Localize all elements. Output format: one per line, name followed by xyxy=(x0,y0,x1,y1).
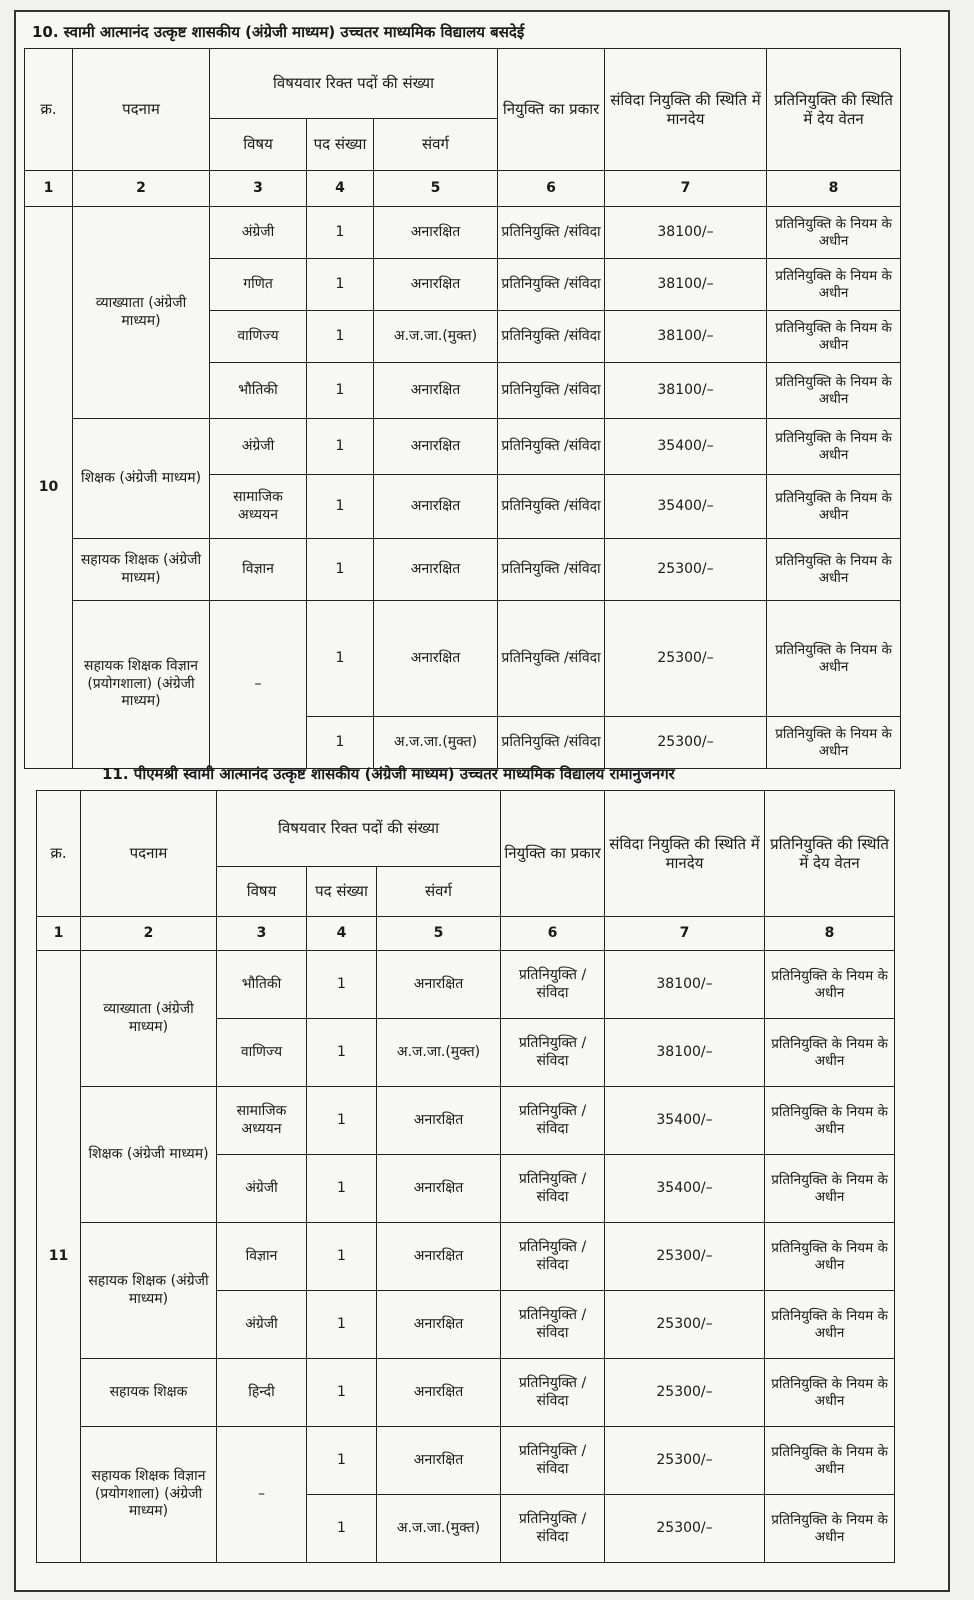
pay-cell: 25300/– xyxy=(605,1495,765,1563)
cadre-cell: अनारक्षित xyxy=(377,1155,501,1223)
subject-cell: – xyxy=(217,1427,307,1563)
post-name: शिक्षक (अंग्रेजी माध्यम) xyxy=(73,419,210,539)
header-vishay: विषय xyxy=(210,119,307,171)
pay-cell: 35400/– xyxy=(605,1087,765,1155)
section-11-table xyxy=(36,790,895,1563)
table-row xyxy=(25,419,901,475)
post-name: सहायक शिक्षक विज्ञान (प्रयोगशाला) (अंग्रेजी माध्यम) xyxy=(81,1427,217,1563)
type-cell: प्रतिनियुक्ति /संविदा xyxy=(501,1291,605,1359)
type-cell: प्रतिनियुक्ति /संविदा xyxy=(498,259,605,311)
header-samvarg: संवर्ग xyxy=(377,867,501,917)
header-vishay-group: विषयवार रिक्त पदों की संख्या xyxy=(217,791,501,867)
cadre-cell: अ.ज.जा.(मुक्त) xyxy=(377,1495,501,1563)
count-cell: 1 xyxy=(307,1291,377,1359)
count-cell: 1 xyxy=(307,1427,377,1495)
count-cell: 1 xyxy=(307,601,374,717)
header-kra: क्र. xyxy=(37,791,81,917)
pay-cell: 25300/– xyxy=(605,1291,765,1359)
type-cell: प्रतिनियुक्ति /संविदा xyxy=(498,419,605,475)
subject-cell: अंग्रेजी xyxy=(210,207,307,259)
cadre-cell: अ.ज.जा.(मुक्त) xyxy=(374,717,498,769)
header-padnaam: पदनाम xyxy=(73,49,210,171)
count-cell: 1 xyxy=(307,1359,377,1427)
pay-cell: 25300/– xyxy=(605,1359,765,1427)
salary-cell: प्रतिनियुक्ति के नियम के अधीन xyxy=(765,1359,895,1427)
subject-cell: – xyxy=(210,601,307,769)
col-number: 6 xyxy=(498,171,605,207)
table-row xyxy=(25,207,901,259)
salary-cell: प्रतिनियुक्ति के नियम के अधीन xyxy=(765,1155,895,1223)
post-name: व्याख्याता (अंग्रेजी माध्यम) xyxy=(73,207,210,419)
table-row xyxy=(37,1359,895,1427)
col-number: 7 xyxy=(605,171,767,207)
cadre-cell: अनारक्षित xyxy=(374,539,498,601)
count-cell: 1 xyxy=(307,1495,377,1563)
col-number: 8 xyxy=(765,917,895,951)
salary-cell: प्रतिनियुक्ति के नियम के अधीन xyxy=(767,207,901,259)
col-number: 1 xyxy=(25,171,73,207)
count-cell: 1 xyxy=(307,207,374,259)
post-name: सहायक शिक्षक (अंग्रेजी माध्यम) xyxy=(81,1223,217,1359)
type-cell: प्रतिनियुक्ति /संविदा xyxy=(498,717,605,769)
cadre-cell: अनारक्षित xyxy=(377,1427,501,1495)
cadre-cell: अनारक्षित xyxy=(374,363,498,419)
header-niyukti: नियुक्ति का प्रकार xyxy=(501,791,605,917)
subject-cell: वाणिज्य xyxy=(210,311,307,363)
subject-cell: भौतिकी xyxy=(217,951,307,1019)
count-cell: 1 xyxy=(307,363,374,419)
section-10-title: 10. स्वामी आत्मानंद उत्कृष्ट शासकीय (अंग्रेजी माध्यम) उच्चतर माध्यमिक विद्यालय बसदेई xyxy=(32,23,525,41)
salary-cell: प्रतिनियुक्ति के नियम के अधीन xyxy=(767,259,901,311)
col-number: 5 xyxy=(374,171,498,207)
subject-cell: अंग्रेजी xyxy=(217,1291,307,1359)
count-cell: 1 xyxy=(307,951,377,1019)
header-manday: संविदा नियुक्ति की स्थिति में मानदेय xyxy=(605,49,767,171)
table-row xyxy=(37,951,895,1019)
type-cell: प्रतिनियुक्ति /संविदा xyxy=(501,1427,605,1495)
type-cell: प्रतिनियुक्ति /संविदा xyxy=(498,601,605,717)
pay-cell: 38100/– xyxy=(605,1019,765,1087)
subject-cell: गणित xyxy=(210,259,307,311)
header-padnaam: पदनाम xyxy=(81,791,217,917)
post-name: शिक्षक (अंग्रेजी माध्यम) xyxy=(81,1087,217,1223)
header-samvarg: संवर्ग xyxy=(374,119,498,171)
salary-cell: प्रतिनियुक्ति के नियम के अधीन xyxy=(765,951,895,1019)
type-cell: प्रतिनियुक्ति /संविदा xyxy=(498,363,605,419)
count-cell: 1 xyxy=(307,1223,377,1291)
type-cell: प्रतिनियुक्ति /संविदा xyxy=(501,1087,605,1155)
pay-cell: 35400/– xyxy=(605,475,767,539)
col-number: 1 xyxy=(37,917,81,951)
post-name: व्याख्याता (अंग्रेजी माध्यम) xyxy=(81,951,217,1087)
salary-cell: प्रतिनियुक्ति के नियम के अधीन xyxy=(765,1223,895,1291)
header-pad-sankhya: पद संख्या xyxy=(307,867,377,917)
type-cell: प्रतिनियुक्ति /संविदा xyxy=(498,539,605,601)
post-name: सहायक शिक्षक xyxy=(81,1359,217,1427)
pay-cell: 25300/– xyxy=(605,717,767,769)
section-11-title: 11. पीएमश्री स्वामी आत्मानंद उत्कृष्ट शासकीय (अंग्रेजी माध्यम) उच्चतर माध्यमिक विद्यालय रामानुजनगर xyxy=(102,765,675,783)
table-row xyxy=(25,601,901,717)
subject-cell: विज्ञान xyxy=(210,539,307,601)
cadre-cell: अ.ज.जा.(मुक्त) xyxy=(377,1019,501,1087)
cadre-cell: अ.ज.जा.(मुक्त) xyxy=(374,311,498,363)
count-cell: 1 xyxy=(307,311,374,363)
cadre-cell: अनारक्षित xyxy=(374,419,498,475)
count-cell: 1 xyxy=(307,717,374,769)
salary-cell: प्रतिनियुक्ति के नियम के अधीन xyxy=(767,363,901,419)
header-niyukti: नियुक्ति का प्रकार xyxy=(498,49,605,171)
table-row xyxy=(37,1223,895,1291)
salary-cell: प्रतिनियुक्ति के नियम के अधीन xyxy=(765,1087,895,1155)
cadre-cell: अनारक्षित xyxy=(374,207,498,259)
type-cell: प्रतिनियुक्ति /संविदा xyxy=(501,1019,605,1087)
pay-cell: 25300/– xyxy=(605,601,767,717)
type-cell: प्रतिनियुक्ति /संविदा xyxy=(501,1359,605,1427)
header-vetan: प्रतिनियुक्ति की स्थिति में देय वेतन xyxy=(765,791,895,917)
salary-cell: प्रतिनियुक्ति के नियम के अधीन xyxy=(767,475,901,539)
type-cell: प्रतिनियुक्ति /संविदा xyxy=(498,207,605,259)
col-number: 8 xyxy=(767,171,901,207)
type-cell: प्रतिनियुक्ति /संविदा xyxy=(501,951,605,1019)
pay-cell: 25300/– xyxy=(605,539,767,601)
salary-cell: प्रतिनियुक्ति के नियम के अधीन xyxy=(767,419,901,475)
section-10-table xyxy=(24,48,901,769)
col-number: 3 xyxy=(217,917,307,951)
col-number: 2 xyxy=(81,917,217,951)
subject-cell: अंग्रेजी xyxy=(210,419,307,475)
salary-cell: प्रतिनियुक्ति के नियम के अधीन xyxy=(765,1427,895,1495)
col-number: 6 xyxy=(501,917,605,951)
count-cell: 1 xyxy=(307,539,374,601)
subject-cell: विज्ञान xyxy=(217,1223,307,1291)
serial-number: 10 xyxy=(25,207,73,769)
header-pad-sankhya: पद संख्या xyxy=(307,119,374,171)
header-kra: क्र. xyxy=(25,49,73,171)
pay-cell: 25300/– xyxy=(605,1427,765,1495)
col-number: 7 xyxy=(605,917,765,951)
table-row xyxy=(37,1087,895,1155)
count-cell: 1 xyxy=(307,259,374,311)
cadre-cell: अनारक्षित xyxy=(377,1291,501,1359)
type-cell: प्रतिनियुक्ति /संविदा xyxy=(501,1495,605,1563)
col-number: 2 xyxy=(73,171,210,207)
cadre-cell: अनारक्षित xyxy=(377,1223,501,1291)
cadre-cell: अनारक्षित xyxy=(374,259,498,311)
pay-cell: 38100/– xyxy=(605,259,767,311)
salary-cell: प्रतिनियुक्ति के नियम के अधीन xyxy=(765,1019,895,1087)
salary-cell: प्रतिनियुक्ति के नियम के अधीन xyxy=(765,1291,895,1359)
col-number: 4 xyxy=(307,171,374,207)
salary-cell: प्रतिनियुक्ति के नियम के अधीन xyxy=(767,539,901,601)
pay-cell: 35400/– xyxy=(605,419,767,475)
pay-cell: 38100/– xyxy=(605,311,767,363)
type-cell: प्रतिनियुक्ति /संविदा xyxy=(501,1155,605,1223)
salary-cell: प्रतिनियुक्ति के नियम के अधीन xyxy=(767,717,901,769)
salary-cell: प्रतिनियुक्ति के नियम के अधीन xyxy=(767,601,901,717)
type-cell: प्रतिनियुक्ति /संविदा xyxy=(501,1223,605,1291)
count-cell: 1 xyxy=(307,475,374,539)
subject-cell: सामाजिक अध्ययन xyxy=(210,475,307,539)
subject-cell: वाणिज्य xyxy=(217,1019,307,1087)
col-number: 4 xyxy=(307,917,377,951)
pay-cell: 35400/– xyxy=(605,1155,765,1223)
serial-number: 11 xyxy=(37,951,81,1563)
cadre-cell: अनारक्षित xyxy=(377,1087,501,1155)
cadre-cell: अनारक्षित xyxy=(374,475,498,539)
count-cell: 1 xyxy=(307,1087,377,1155)
header-vishay: विषय xyxy=(217,867,307,917)
header-manday: संविदा नियुक्ति की स्थिति में मानदेय xyxy=(605,791,765,917)
col-number: 5 xyxy=(377,917,501,951)
header-vetan: प्रतिनियुक्ति की स्थिति में देय वेतन xyxy=(767,49,901,171)
cadre-cell: अनारक्षित xyxy=(377,1359,501,1427)
count-cell: 1 xyxy=(307,1019,377,1087)
post-name: सहायक शिक्षक विज्ञान (प्रयोगशाला) (अंग्रेजी माध्यम) xyxy=(73,601,210,769)
table-row xyxy=(25,539,901,601)
document-page xyxy=(14,10,950,1592)
type-cell: प्रतिनियुक्ति /संविदा xyxy=(498,311,605,363)
subject-cell: सामाजिक अध्ययन xyxy=(217,1087,307,1155)
col-number: 3 xyxy=(210,171,307,207)
count-cell: 1 xyxy=(307,419,374,475)
cadre-cell: अनारक्षित xyxy=(377,951,501,1019)
type-cell: प्रतिनियुक्ति /संविदा xyxy=(498,475,605,539)
table-row xyxy=(37,1427,895,1495)
pay-cell: 38100/– xyxy=(605,207,767,259)
count-cell: 1 xyxy=(307,1155,377,1223)
pay-cell: 25300/– xyxy=(605,1223,765,1291)
pay-cell: 38100/– xyxy=(605,363,767,419)
header-vishay-group: विषयवार रिक्त पदों की संख्या xyxy=(210,49,498,119)
subject-cell: भौतिकी xyxy=(210,363,307,419)
post-name: सहायक शिक्षक (अंग्रेजी माध्यम) xyxy=(73,539,210,601)
salary-cell: प्रतिनियुक्ति के नियम के अधीन xyxy=(767,311,901,363)
pay-cell: 38100/– xyxy=(605,951,765,1019)
subject-cell: अंग्रेजी xyxy=(217,1155,307,1223)
salary-cell: प्रतिनियुक्ति के नियम के अधीन xyxy=(765,1495,895,1563)
subject-cell: हिन्दी xyxy=(217,1359,307,1427)
cadre-cell: अनारक्षित xyxy=(374,601,498,717)
